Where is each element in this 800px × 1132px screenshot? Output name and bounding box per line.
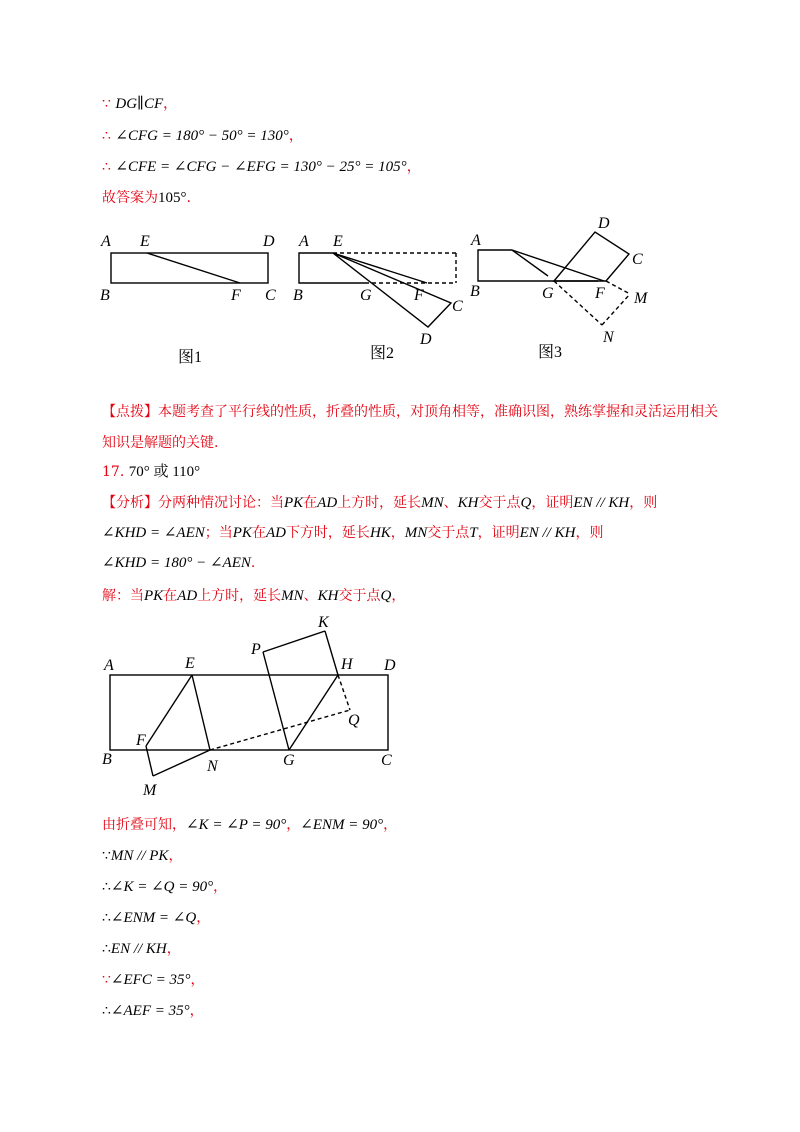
fig1-label-d: D [263,233,275,250]
fig-b-label-p: P [251,641,261,658]
therefore-symbol: ∴ [102,941,111,957]
tip-line-2 [102,433,218,453]
solution-text: 上方时，延长 [197,588,282,604]
math-khd-equals-aen: ∠KHD = ∠AEN [102,525,205,541]
fig2-label-e: E [333,233,343,250]
math-kh: KH [457,495,479,511]
math-pk: PK [232,525,252,541]
figure-pk-above-ad [110,631,388,776]
fig3-caption: 图3 [538,344,563,361]
math-efc-35: ∠EFC = 35° [110,972,191,988]
step-text: 由折叠可知， [102,817,186,833]
segment-en [192,675,210,750]
solution-line [102,586,405,606]
step-3 [102,877,227,897]
fig3-label-c: C [632,251,643,268]
math-k-p-90: ∠K = ∠P = 90° [186,817,287,833]
because-symbol: ∵ [102,848,111,864]
math-en-parallel-kh: EN // KH [573,495,630,511]
fig3-fold-line-eg [512,250,548,276]
math-mn: MN [421,495,444,511]
math-mn: MN [404,525,428,541]
figure-1 [111,253,268,283]
comma: ， [196,910,211,926]
answer-text: 故答案为 [102,190,158,206]
analysis-text: 交于点 [427,525,470,541]
fig2-folded-flap [333,253,451,327]
comma: ， [168,848,183,864]
fig-b-label-g: G [283,752,295,769]
fig1-fold-line-ef [147,253,240,283]
math-ad: AD [177,588,198,604]
analysis-text: 、 [443,495,458,511]
therefore-symbol: ∴ [102,879,111,895]
fig3-label-g: G [542,285,554,302]
analysis-text: ；当 [204,525,233,541]
fig2-label-g: G [360,287,372,304]
because-symbol: ∵ [102,972,111,988]
segment-pg [263,652,289,750]
math-pk: PK [144,588,164,604]
math-khd-supplement: ∠KHD = 180° − ∠AEN [102,555,251,571]
step-4 [102,908,210,928]
step-1 [102,815,397,835]
fig3-rect-left [478,250,598,281]
analysis-line-2 [102,523,603,543]
therefore-symbol: ∴ [102,159,111,175]
question-17-answer [102,462,200,482]
analysis-text: . [250,555,256,571]
answer-value: 105° [158,190,187,206]
analysis-text: 下方时，延长 [285,525,370,541]
math-en-parallel-kh: EN // KH [110,941,167,957]
comma: ， [406,159,421,175]
solution-text: ， [391,588,406,604]
math-expression: ∠CFG = 180° − 50° = 130° [115,128,289,144]
segment-pk [263,631,325,652]
comma: ， [166,941,181,957]
fig-b-label-e: E [185,655,195,672]
analysis-text: ，则 [575,525,604,541]
math-q: Q [520,495,532,511]
tip-text-1: 本题考查了平行线的性质，折叠的性质，对顶角相等，准确识图，熟练掌握和灵活运用相关 [158,404,718,420]
math-k-q-90: ∠K = ∠Q = 90° [110,879,214,895]
figure-3 [478,232,630,325]
fig1-label-a: A [101,233,111,250]
period: . [186,190,191,206]
step-2 [102,846,182,866]
dashed-hq [338,675,350,710]
because-symbol: ∵ [102,96,111,112]
fig-b-label-n: N [207,758,218,775]
fig-b-label-m: M [143,782,157,799]
fig3-label-f: F [595,285,605,302]
fig-b-label-c: C [381,752,392,769]
math-expression: DG∥CF [115,96,164,112]
comma: ， [213,879,228,895]
analysis-line-1 [102,493,657,513]
therefore-symbol: ∴ [102,910,111,926]
math-q: Q [380,588,392,604]
segment-kh [325,631,338,675]
math-en-parallel-kh: EN // KH [519,525,576,541]
fig1-label-f: F [231,287,241,304]
analysis-text: 在 [303,495,318,511]
comma: ， [383,817,398,833]
question-number: 17. [102,464,125,480]
fig1-label-e: E [140,233,150,250]
analysis-text: ， [390,525,405,541]
analysis-text: 交于点 [478,495,521,511]
fig2-label-a: A [299,233,309,250]
solution-text: 、 [303,588,318,604]
tip-text-2: 知识是解题的关键. [102,435,219,451]
math-enm-equals-q: ∠ENM = ∠Q [110,910,197,926]
fig1-label-b: B [100,287,110,304]
rectangle-abcd [110,675,388,750]
solution-text: 解：当 [102,588,144,604]
segment-gh [289,675,338,750]
fig-b-label-f: F [136,732,146,749]
math-expression: ∠CFE = ∠CFG − ∠EFG = 130° − 25° = 105° [115,159,407,175]
fig3-label-b: B [470,283,480,300]
fig2-label-c: C [452,298,463,315]
fig2-label-f: F [414,287,424,304]
fig2-label-d: D [420,331,432,348]
math-ad: AD [265,525,286,541]
fig-b-label-d: D [384,657,396,674]
solution-text: 在 [163,588,178,604]
analysis-text: 上方时，延长 [337,495,422,511]
fig-b-label-a: A [104,657,114,674]
analysis-text: 在 [251,525,266,541]
comma: ， [288,128,303,144]
step-5 [102,939,181,959]
fig3-label-d: D [598,215,610,232]
fig2-fold-line-ef [333,253,427,283]
math-t: T [469,525,478,541]
fig1-label-c: C [265,287,276,304]
analysis-line-3 [102,553,255,573]
fig3-label-a: A [471,232,481,249]
fig-b-label-k: K [318,614,329,631]
analysis-text: ，证明 [477,525,520,541]
comma: ， [190,972,205,988]
fig3-label-n: N [603,329,614,346]
therefore-symbol: ∴ [102,128,111,144]
analysis-bracket: 【分析】 [102,495,158,511]
math-mn: MN [281,588,304,604]
analysis-text: ，则 [629,495,658,511]
fig3-folded-flap [554,232,629,281]
comma: ， [286,817,301,833]
tip-bracket: 【点拨】 [102,404,158,420]
solution-text: 交于点 [338,588,381,604]
fig3-dashed-fm [606,281,630,294]
fig-b-label-q: Q [348,712,360,729]
fig2-caption: 图2 [370,345,395,362]
math-aef-35: ∠AEF = 35° [110,1003,190,1019]
figure-2 [299,253,456,327]
tip-line-1 [102,402,718,422]
segment-ef [146,675,192,746]
fig2-rect-left [299,253,365,283]
fig3-dashed-nm [602,294,630,325]
step-6 [102,970,204,990]
fig-b-label-b: B [102,751,112,768]
question-answer: 70° 或 110° [128,464,201,480]
math-mn-parallel-pk: MN // PK [110,848,169,864]
analysis-text: 分两种情况讨论：当 [158,495,284,511]
comma: ， [189,1003,204,1019]
fig2-label-b: B [293,287,303,304]
fig-b-label-h: H [341,656,353,673]
fig1-rectangle [111,253,268,283]
analysis-text: ，证明 [531,495,574,511]
step-7 [102,1001,204,1021]
math-pk: PK [284,495,304,511]
math-hk: HK [369,525,391,541]
fig1-caption: 图1 [178,349,203,366]
fig3-label-m: M [634,290,648,307]
math-enm-90: ∠ENM = 90° [300,817,384,833]
segment-mn [153,750,210,776]
therefore-symbol: ∴ [102,1003,111,1019]
comma: ， [163,96,178,112]
math-ad: AD [317,495,338,511]
math-kh: KH [317,588,339,604]
